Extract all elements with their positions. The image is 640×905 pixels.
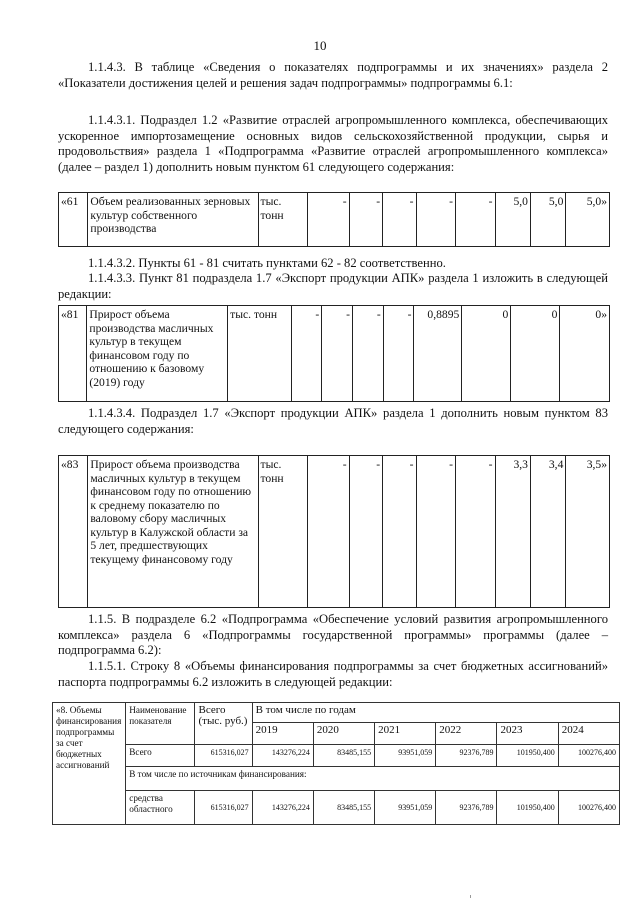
paragraph-1-1-4-3-3: 1.1.4.3.3. Пункт 81 подраздела 1.7 «Экспорт продукции АПК» раздела 1 изложить в следующей редакции: — [58, 271, 608, 301]
indicator-unit: тыс. тонн — [258, 193, 308, 247]
paragraph-1-1-4-3-4: 1.1.4.3.4. Подраздел 1.7 «Экспорт продукции АПК» раздела 1 дополнить новым пунктом 83 следующего содержания: — [58, 406, 608, 436]
year-header: 2021 — [375, 723, 436, 745]
value-cell: 0 — [462, 306, 511, 402]
financing-row-label: «8. Объемы финансирования подпрограммы за счет бюджетных ассигнований — [53, 703, 126, 825]
value-cell: - — [291, 306, 322, 402]
value-cell: 0,8895 — [414, 306, 462, 402]
value-cell: - — [352, 306, 383, 402]
total-row-value: 83485,155 — [313, 745, 374, 767]
column-name-header: Наименование показателя — [126, 703, 195, 745]
value-cell: 3,5» — [566, 456, 610, 608]
region-row-value: 92376,789 — [436, 791, 497, 825]
value-cell: - — [456, 456, 496, 608]
value-cell: - — [322, 306, 353, 402]
year-header: 2022 — [436, 723, 497, 745]
paragraph-1-1-4-3-2: 1.1.4.3.2. Пункты 61 - 81 считать пунктами 62 - 82 соответственно. — [88, 256, 446, 270]
year-header: 2023 — [497, 723, 558, 745]
value-cell: 5,0 — [530, 193, 565, 247]
total-row-value: 143276,224 — [252, 745, 313, 767]
value-cell: - — [383, 193, 416, 247]
total-row-value: 101950,400 — [497, 745, 558, 767]
value-cell: 3,4 — [530, 456, 565, 608]
paragraph-1-1-5-1: 1.1.5.1. Строку 8 «Объемы финансирования подпрограммы за счет бюджетных ассигнований» паспорта подпрограммы 6.2 изложить в следующей редакции: — [58, 659, 608, 689]
value-cell: 0 — [511, 306, 560, 402]
paragraph-1-1-5: 1.1.5. В подразделе 6.2 «Подпрограмма «Обеспечение условий развития агропромышленного комплекса» раздела 6 «Подпрограммы государственной программы» программы (далее – подпрограмма 6.2): — [58, 612, 608, 657]
value-cell: - — [349, 193, 382, 247]
year-header: 2024 — [558, 723, 619, 745]
indicator-unit: тыс. тонн — [228, 306, 291, 402]
region-row-value: 83485,155 — [313, 791, 374, 825]
value-cell: - — [349, 456, 382, 608]
year-header: 2019 — [252, 723, 313, 745]
indicator-name: Прирост объема производства масличных культур в текущем финансовом году по отношению к среднему показателю по валовому сбору масличных культур в Калужской области за 5 лет, предшествующих текущему финансовому году — [88, 456, 258, 608]
financing-table — [52, 702, 620, 825]
region-row-value: 100276,400 — [558, 791, 619, 825]
value-cell: - — [308, 456, 350, 608]
value-cell: 5,0 — [495, 193, 530, 247]
total-row-value: 100276,400 — [558, 745, 619, 767]
region-row-value: 143276,224 — [252, 791, 313, 825]
indicator-table-83 — [58, 455, 610, 608]
indicator-table-61 — [58, 192, 610, 247]
indicator-table-81 — [58, 305, 610, 402]
value-cell: - — [383, 456, 416, 608]
paragraph-1-1-4-3: 1.1.4.3. В таблице «Сведения о показателях подпрограммы и их значениях» раздела 2 «Показатели достижения целей и решения задач подпрограммы» подпрограммы 6.1: — [58, 60, 608, 90]
sources-label: В том числе по источникам финансирования: — [126, 767, 620, 791]
row-number: «81 — [59, 306, 87, 402]
indicator-unit: тыс. тонн — [258, 456, 308, 608]
total-row-value: 92376,789 — [436, 745, 497, 767]
column-years-header: В том числе по годам — [252, 703, 619, 723]
total-row-value: 93951,059 — [375, 745, 436, 767]
total-row-label: Всего — [126, 745, 195, 767]
page-number: 10 — [313, 38, 327, 53]
value-cell: - — [308, 193, 350, 247]
row-number: «83 — [59, 456, 88, 608]
paragraph-1-1-4-3-1: 1.1.4.3.1. Подраздел 1.2 «Развитие отраслей агропромышленного комплекса, обеспечивающих ускоренное импортозамещение основных видов сельскохозяйственной продукции, сырья и продовольствия» раздела 1 «Подпрограмма «Развитие отраслей агропромышленного комплекса» (далее – раздел 1) дополнить новым пунктом 61 следующего содержания: — [58, 113, 608, 174]
indicator-name: Объем реализованных зерновых культур собственного производства — [88, 193, 258, 247]
value-cell: - — [416, 456, 456, 608]
value-cell: 3,3 — [495, 456, 530, 608]
region-row-value: 93951,059 — [375, 791, 436, 825]
value-cell: - — [456, 193, 496, 247]
value-cell: - — [383, 306, 414, 402]
value-cell: 0» — [560, 306, 610, 402]
region-row-label: средства областного — [126, 791, 195, 825]
row-number: «61 — [59, 193, 88, 247]
value-cell: - — [416, 193, 456, 247]
region-row-total: 615316,027 — [195, 791, 252, 825]
value-cell: 5,0» — [566, 193, 610, 247]
region-row-value: 101950,400 — [497, 791, 558, 825]
total-row-total: 615316,027 — [195, 745, 252, 767]
indicator-name: Прирост объема производства масличных культур в текущем финансовом году по отношению к базовому (2019) году — [87, 306, 228, 402]
year-header: 2020 — [313, 723, 374, 745]
column-total-header: Всего (тыс. руб.) — [195, 703, 252, 745]
scan-mark — [470, 895, 471, 898]
